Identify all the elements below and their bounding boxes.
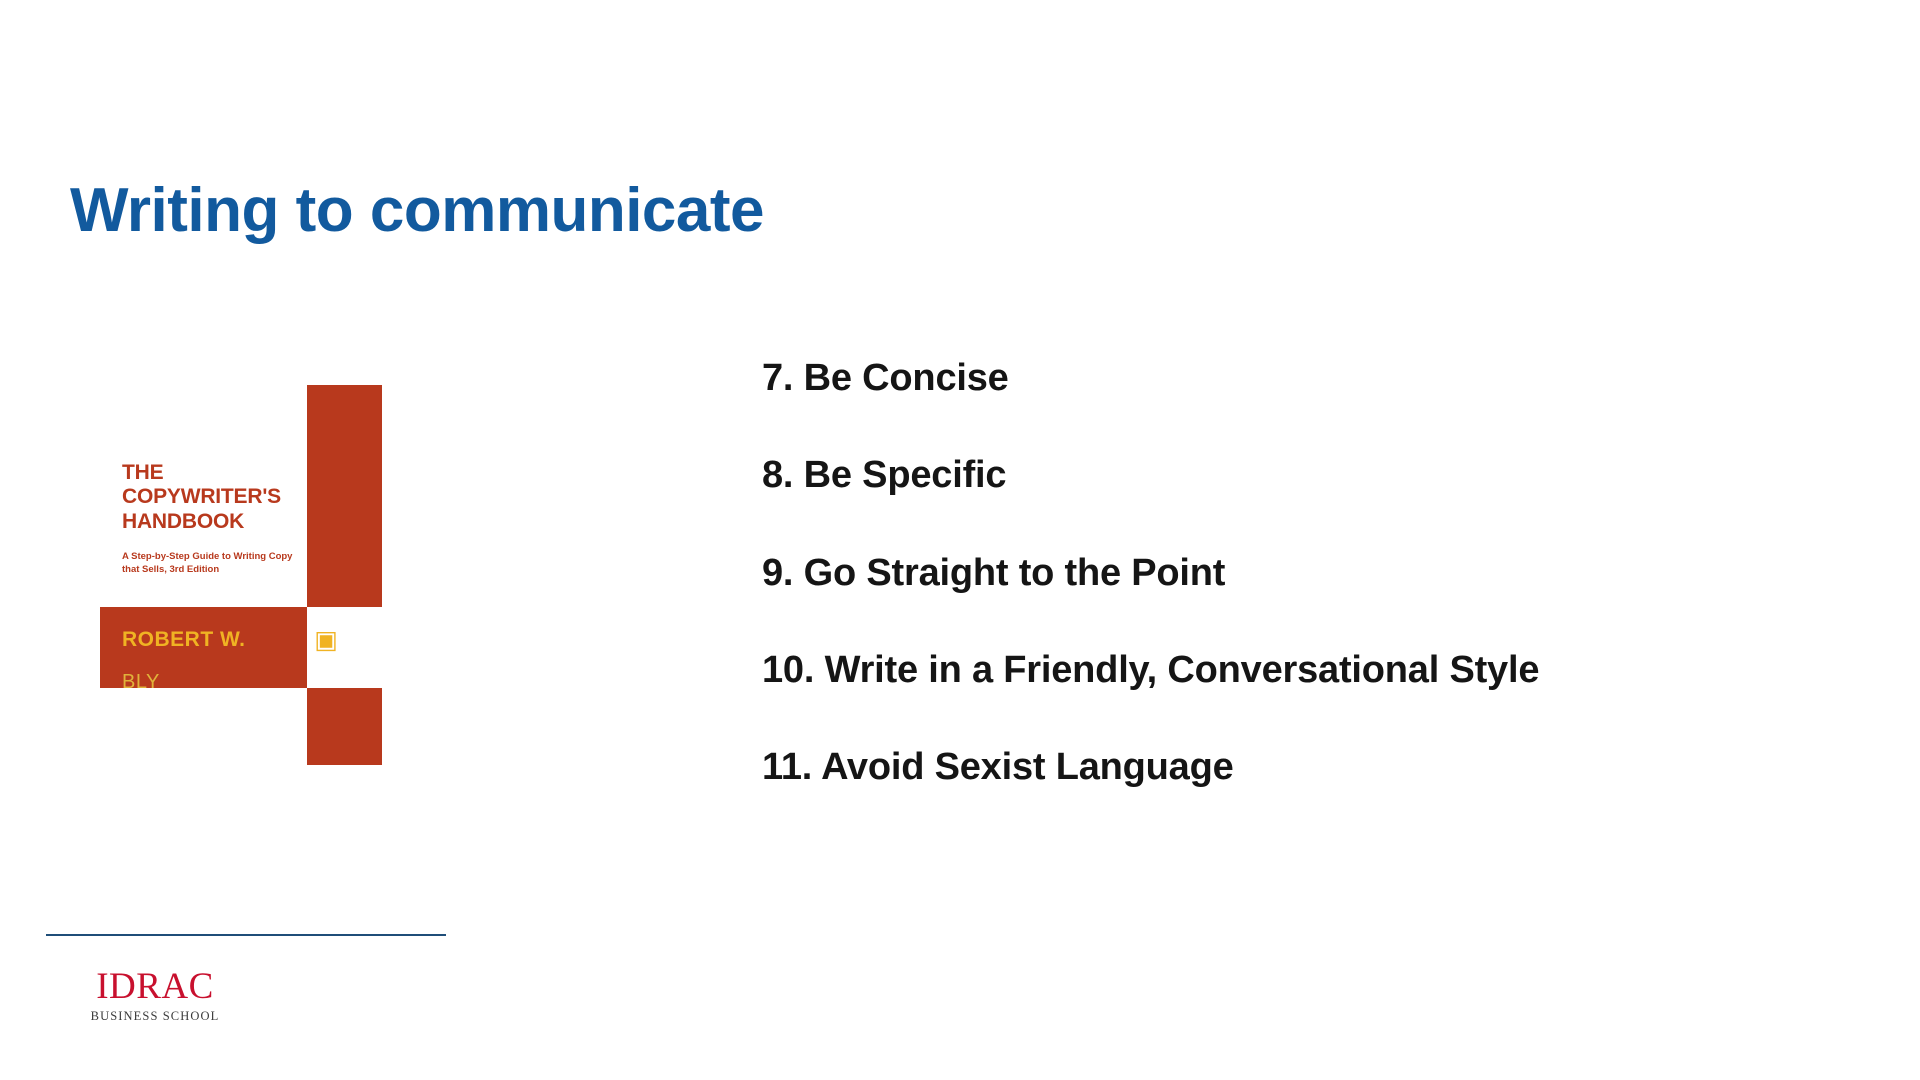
list-item: 10. Write in a Friendly, Conversational Style <box>762 649 1540 692</box>
footer-divider <box>46 934 446 936</box>
book-publisher-icon: ▣ <box>314 626 338 654</box>
list-item: 7. Be Concise <box>762 357 1009 399</box>
content-list <box>762 355 1902 791</box>
book-cover-image <box>100 385 382 765</box>
book-title-text: THE COPYWRITER'S HANDBOOK <box>122 461 281 533</box>
idrac-logo-tagline: BUSINESS SCHOOL <box>90 1009 220 1023</box>
book-author-line2: BLY <box>122 671 160 693</box>
page-title: Writing to communicate <box>70 176 765 245</box>
book-subtitle-text: A Step-by-Step Guide to Writing Copy that Sells, 3rd Edition <box>122 551 293 575</box>
cover-block-bottom-right <box>307 688 382 765</box>
cover-block-top-right <box>307 385 382 607</box>
idrac-logo-wordmark: IDRAC <box>96 966 214 1007</box>
list-item: 11. Avoid Sexist Language <box>762 746 1234 789</box>
list-item: 9. Go Straight to the Point <box>762 551 1226 594</box>
book-cover-art <box>100 385 382 765</box>
idrac-logo <box>80 968 230 1024</box>
list-item: 8. Be Specific <box>762 454 1007 497</box>
book-author-line1: ROBERT W. <box>122 628 246 651</box>
